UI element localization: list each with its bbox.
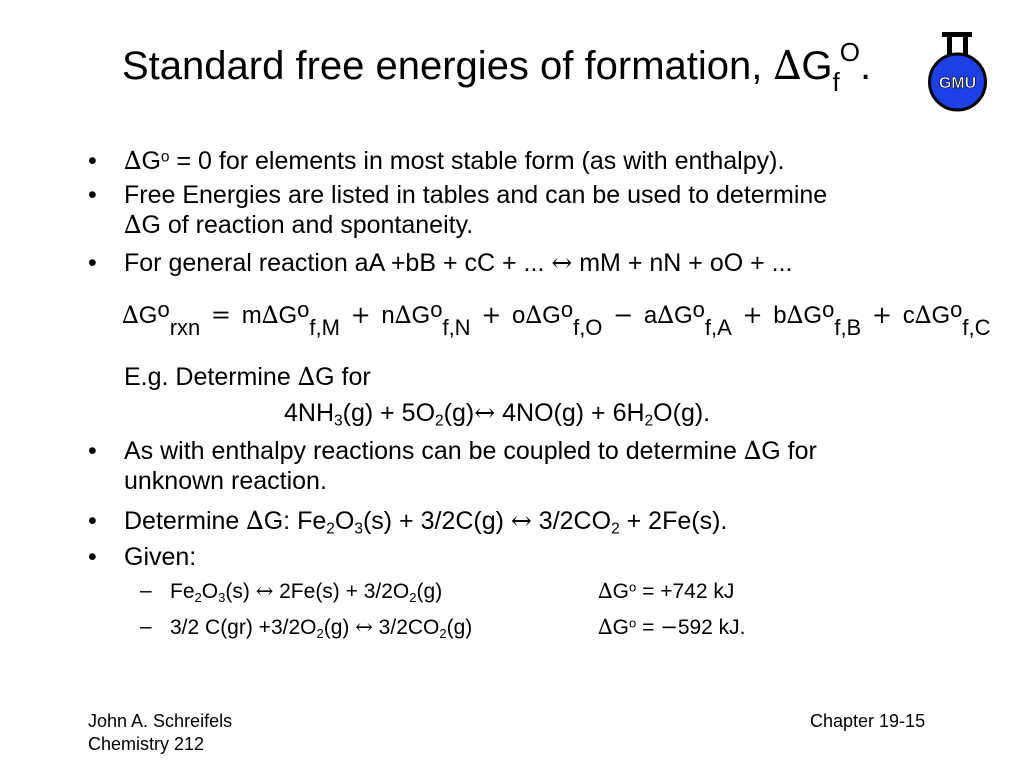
bullet-3: For general reaction aA +bB + cC + ... ↔ mM + nN + oO + ... xyxy=(124,248,793,277)
bullet-2-line2: ∆G of reaction and spontaneity. xyxy=(124,210,474,239)
free-energy-equation: $\Delta G^o_{rxn} = m\Delta G^o_{f,M} + n\Delta G^o_{f,N} + o\Delta G^o_{f,O} - a\Delta G^o_{f,A} + b\Delta G^o_{f,B} + c\Delta G^o_{f,C}$ xyxy=(122,297,991,340)
bullet-6: Given: xyxy=(124,543,197,571)
double-arrow-icon: ↔ xyxy=(510,506,532,535)
bullet-marker: • xyxy=(88,181,97,209)
bullet-marker: • xyxy=(88,437,97,465)
dash-marker: – xyxy=(140,579,152,602)
footer-course: Chemistry 212 xyxy=(88,734,205,754)
given-2-reaction: 3/2 $C(gr) +3/2O_2(g)$ ↔ $3/2CO_2(g)$ xyxy=(170,615,473,641)
dash-marker: – xyxy=(140,615,152,638)
bullet-marker: • xyxy=(88,543,97,571)
bullet-1: $\Delta G^o = 0$ for elements in most stable form (as with enthalpy). xyxy=(124,146,785,175)
gmu-flask-logo-icon xyxy=(924,30,992,112)
bullet-marker: • xyxy=(88,507,97,535)
bullet-5: Determine ∆G: $Fe_2O_3(s) + 3/2C(g)$ ↔ $3/2CO_2 + 2Fe(s)$. xyxy=(124,506,728,538)
slide-title: Standard free energies of formation, $\Delta G_f^O$. xyxy=(122,37,872,97)
footer-author: John A. Schreifels xyxy=(88,711,233,731)
footer-chapter: Chapter 19-15 xyxy=(810,711,926,731)
bullet-4: As with enthalpy reactions can be coupled to determine ∆G for xyxy=(124,436,817,465)
double-arrow-icon: ↔ xyxy=(551,248,573,277)
given-1-reaction: $Fe_2O_3(s)$ ↔ $2Fe(s) + 3/2O_2(g)$ xyxy=(170,579,443,605)
delta-symbol: ∆ xyxy=(773,43,802,89)
double-arrow-icon: ↔ xyxy=(474,398,496,427)
given-1-value: $\Delta G^o = +742$ kJ xyxy=(598,579,735,603)
bullet-marker: • xyxy=(88,147,97,175)
example-label: E.g. Determine ∆G for xyxy=(124,362,371,391)
double-arrow-icon: ↔ xyxy=(255,579,274,603)
bullet-marker: • xyxy=(88,249,97,277)
bullet-4-line2: unknown reaction. xyxy=(124,467,327,495)
double-arrow-icon: ↔ xyxy=(355,615,373,639)
bullet-2: Free Energies are listed in tables and can be used to determine xyxy=(124,181,828,209)
given-2-value: $\Delta G^o = -592$ kJ. xyxy=(598,615,746,639)
example-reaction: $4NH_3(g)$ + $5O_2(g)\leftrightarrow$ $4NO(g) + 6H_2O(g)$. xyxy=(284,398,711,430)
logo-text: GMU xyxy=(938,75,977,92)
